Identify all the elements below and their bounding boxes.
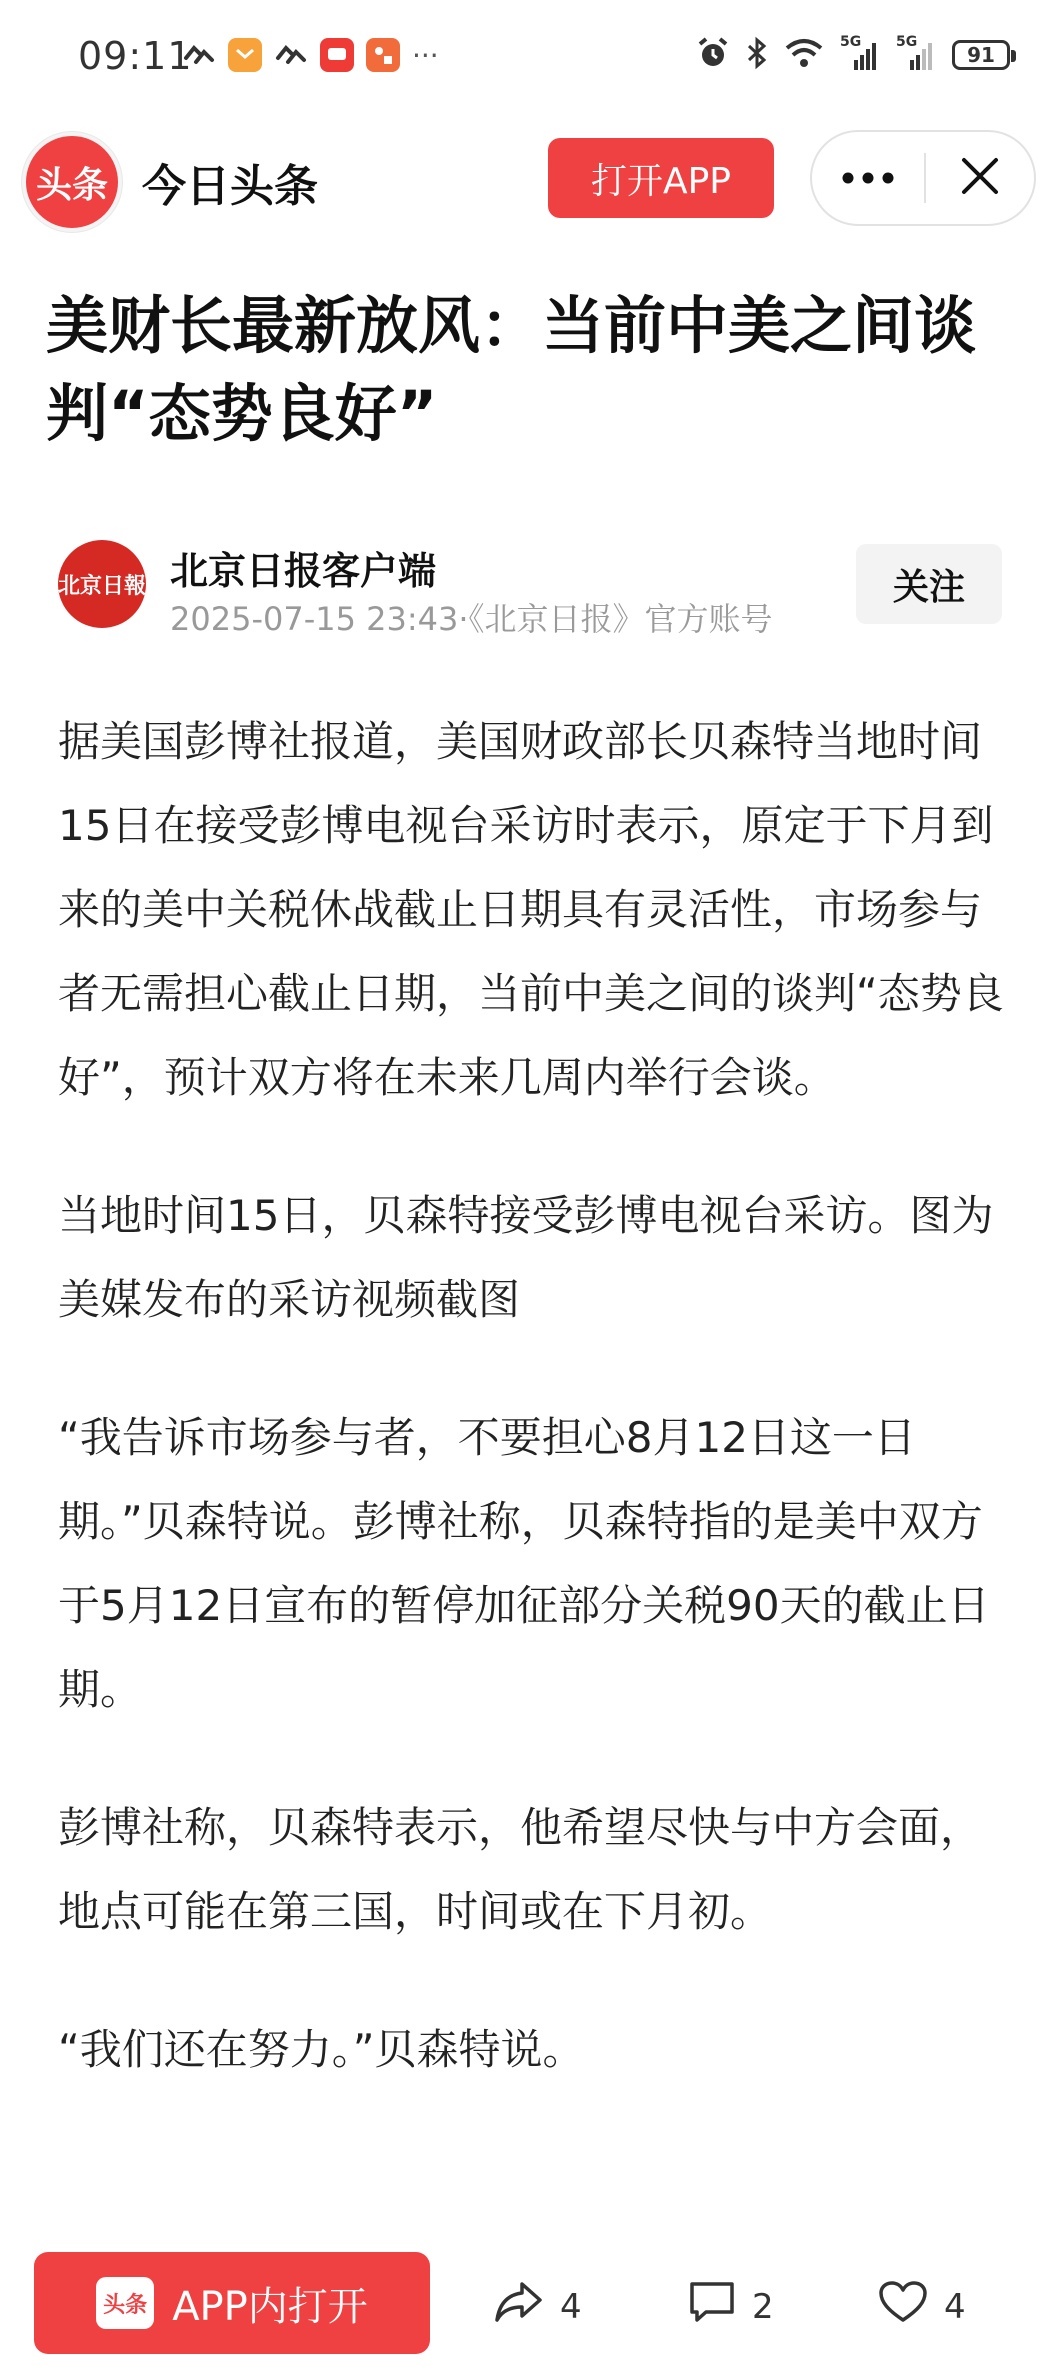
close-button[interactable] <box>926 132 1034 224</box>
article-body <box>58 700 1008 2146</box>
share-count: 4 <box>560 2286 582 2327</box>
alarm-icon <box>696 36 730 74</box>
open-app-button[interactable]: 打开APP <box>548 138 774 218</box>
signal-icon: 5G <box>840 40 880 70</box>
open-in-app-button[interactable] <box>34 2252 430 2354</box>
article-paragraph: 据美国彭博社报道，美国财政部长贝森特当地时间15日在接受彭博电视台采访时表示，原定于下月到来的美中关税休战截止日期具有灵活性，市场参与者无需担心截止日期，当前中美之间的谈判“态势良好”，预计双方将在未来几周内举行会谈。 <box>58 717 1004 1102</box>
more-notifications-indicator: ··· <box>412 38 439 72</box>
article-title: 美财长最新放风：当前中美之间谈判“态势良好” <box>46 289 977 450</box>
toutiao-logo: 头条 <box>22 132 122 232</box>
open-in-app-label: APP内打开 <box>172 2283 368 2330</box>
article-paragraph: 彭博社称，贝森特表示，他希望尽快与中方会面，地点可能在第三国，时间或在下月初。 <box>58 1803 983 1936</box>
comment-count: 2 <box>752 2286 774 2327</box>
article-paragraph: 当地时间15日，贝森特接受彭博电视台采访。图为美媒发布的采访视频截图 <box>58 1191 994 1324</box>
miniprogram-capsule <box>810 130 1036 226</box>
author-avatar[interactable]: 北京日報 <box>58 540 146 628</box>
comment-icon <box>688 2280 736 2333</box>
app-header <box>0 128 1060 232</box>
more-dots-icon <box>842 169 894 188</box>
comment-button[interactable] <box>688 2280 774 2333</box>
follow-button[interactable]: 关注 <box>856 544 1002 624</box>
gift-icon <box>228 38 262 72</box>
app-name: 今日头条 <box>142 161 318 212</box>
status-notification-icons <box>182 38 439 72</box>
message-icon <box>320 38 354 72</box>
link-icon <box>274 38 308 72</box>
like-count: 4 <box>944 2286 966 2327</box>
share-icon <box>494 2280 544 2333</box>
bluetooth-icon <box>746 36 768 74</box>
share-button[interactable] <box>494 2280 582 2333</box>
app-icon <box>366 38 400 72</box>
status-time: 09:11 <box>78 34 193 78</box>
toutiao-logo: 头条 <box>96 2277 154 2329</box>
status-system-icons <box>696 36 1010 74</box>
signal-icon: 5G <box>896 40 936 70</box>
article-paragraph: “我们还在努力。”贝森特说。 <box>58 2025 585 2074</box>
heart-icon <box>878 2280 928 2333</box>
author-row <box>58 540 1008 638</box>
battery-indicator: 91 <box>952 40 1010 70</box>
wifi-icon <box>784 37 824 73</box>
article-paragraph: “我告诉市场参与者，不要担心8月12日这一日期。”贝森特说。彭博社称，贝森特指的是美中双方于5月12日宣布的暂停加征部分关税90天的截止日期。 <box>58 1413 990 1714</box>
author-meta: 2025-07-15 23:43·《北京日报》官方账号 <box>170 600 773 638</box>
status-bar <box>0 0 1060 118</box>
like-button[interactable] <box>878 2280 966 2333</box>
close-icon <box>960 156 1000 200</box>
author-name[interactable]: 北京日报客户端 <box>170 549 437 593</box>
more-button[interactable] <box>812 132 924 224</box>
bottom-action-bar <box>0 2238 1060 2376</box>
link-icon <box>182 38 216 72</box>
